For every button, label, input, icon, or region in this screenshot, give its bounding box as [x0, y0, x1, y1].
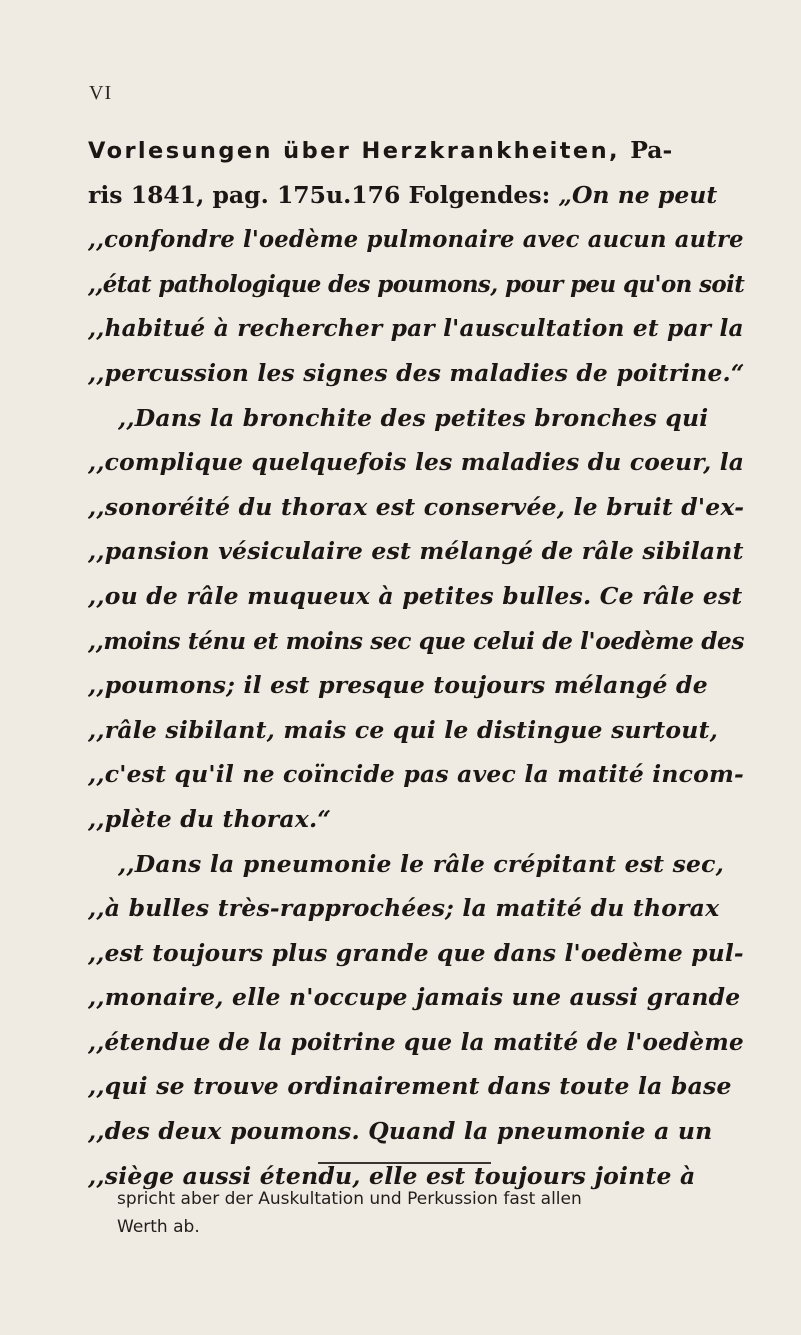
- text-line: ,,Dans la pneumonie le râle crépitant est sec,: [118, 849, 725, 878]
- text-line: ,,moins ténu et moins sec que celui de l'oedème des: [88, 626, 745, 655]
- text-line: ,,plète du thorax.“: [88, 804, 332, 833]
- text-line: ,,est toujours plus grande que dans l'oedème pul-: [88, 938, 744, 967]
- text-line: ,,état pathologique des poumons, pour peu qu'on soit: [88, 269, 745, 298]
- text-line: ,,percussion les signes des maladies de poitrine.“: [88, 358, 745, 387]
- text-line: ,,Dans la bronchite des petites bronches qui: [118, 403, 709, 432]
- text-line: [88, 173, 744, 218]
- text-line: ,,siège aussi étendu, elle est toujours jointe à: [88, 1161, 696, 1190]
- text-line: ,,complique quelquefois les maladies du coeur, la: [88, 448, 745, 477]
- footnote: [117, 1185, 757, 1241]
- text-line: ,,pansion vésiculaire est mélangé de râle sibilant: [88, 537, 744, 566]
- text-line: ,,ou de râle muqueux à petites bulles. Ce râle est: [88, 581, 743, 610]
- citation-text: ris 1841, pag. 175u.176 Folgendes:: [88, 180, 559, 209]
- text-line: ,,sonoréité du thorax est conservée, le bruit d'ex-: [88, 492, 745, 521]
- footnote-line: spricht aber der Auskultation und Perkussion fast allen: [117, 1189, 582, 1209]
- text-line: ,,râle sibilant, mais ce qui le distingue surtout,: [88, 715, 719, 744]
- text-line: ,,des deux poumons. Quand la pneumonie a un: [88, 1117, 713, 1146]
- text-line: ,,c'est qu'il ne coïncide pas avec la matité incom-: [88, 760, 744, 789]
- text-line: ,,étendue de la poitrine que la matité de l'oedème: [88, 1027, 744, 1056]
- text-line: ,,habitué à rechercher par l'auscultation et par la: [88, 314, 744, 343]
- text-line: ,,confondre l'oedème pulmonaire avec aucun autre: [88, 225, 744, 254]
- text-line: ,,à bulles très-rapprochées; la matité du thorax: [88, 894, 720, 923]
- text-line: ,,monaire, elle n'occupe jamais une aussi grande: [88, 983, 741, 1012]
- page-number: VI: [89, 82, 113, 104]
- footnote-line: Werth ab.: [117, 1217, 200, 1237]
- quote-start: „On ne peut: [558, 180, 718, 209]
- text-line: [88, 128, 744, 173]
- body-text: [88, 128, 744, 1198]
- text-line: ,,qui se trouve ordinairement dans toute la base: [88, 1072, 732, 1101]
- text-segment: Pa-: [630, 136, 673, 164]
- text-line: ,,poumons; il est presque toujours mélangé de: [88, 671, 708, 700]
- footnote-divider: [318, 1162, 491, 1164]
- author-title-text: Vorlesungen über Herzkrankheiten,: [88, 138, 631, 164]
